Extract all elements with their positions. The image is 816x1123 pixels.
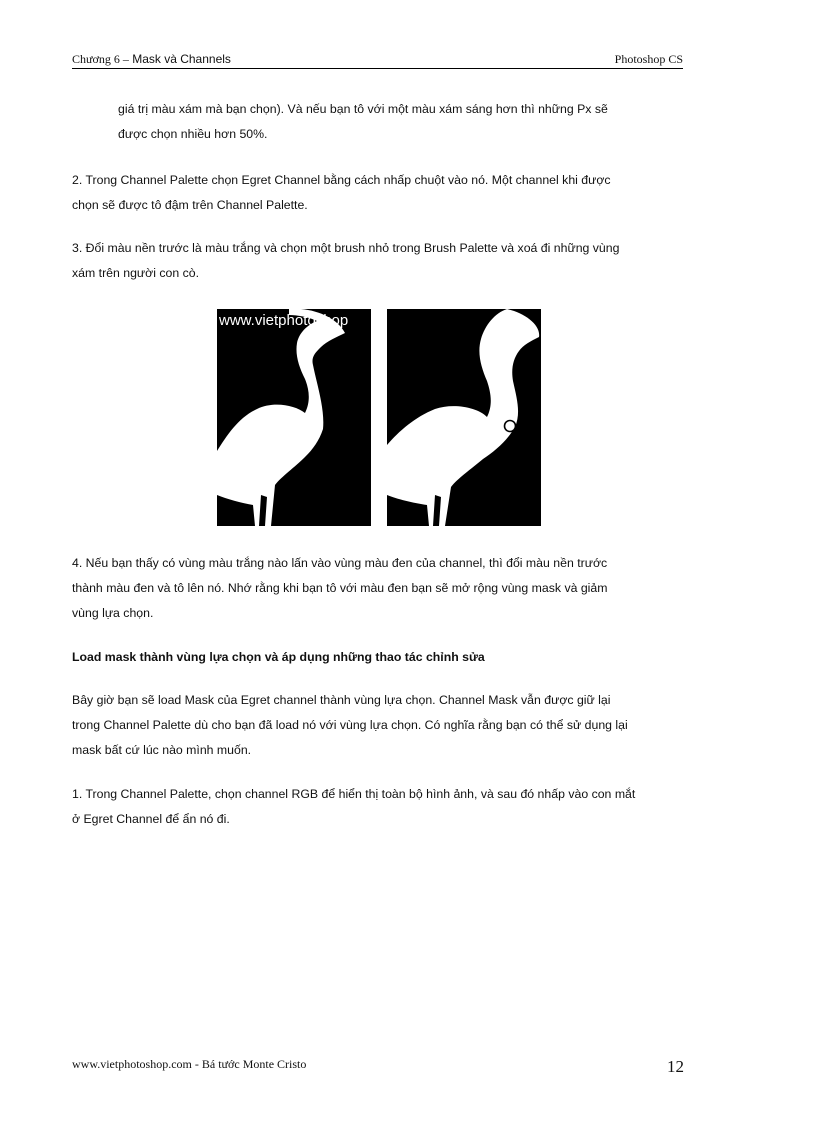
paragraph-step-1: 1. Trong Channel Palette, chọn channel RGB để hiển thị toàn bộ hình ảnh, và sau đó nhấp vào con mắt ở Egret Channel để ẩn nó đi. [72,787,636,826]
page-number: 12 [667,1057,684,1076]
paragraph-step-3: 3. Đổi màu nền trước là màu trắng và chọn một brush nhỏ trong Brush Palette và xoá đi những vùng xám trên người con cò. [72,241,620,280]
page-footer [72,1057,684,1076]
paragraph-step-4: 4. Nếu bạn thấy có vùng màu trắng nào lấn vào vùng màu đen của channel, thì đổi màu nền trước thành màu đen và tô lên nó. Nhớ rằng khi bạn tô với màu đen bạn sẽ mở rộng vùng mask và giảm vùng lựa chọn. [72,556,608,620]
paragraph-intro: Bây giờ bạn sẽ load Mask của Egret channel thành vùng lựa chọn. Channel Mask vẫn được giữ lại trong Channel Palette dù cho bạn đã load nó với vùng lựa chọn. Có nghĩa rằng bạn có thể sử dụng lại mask bất cứ lúc nào mình muốn. [72,693,628,757]
egret-channel-image-before [217,309,371,526]
product-label: Photoshop CS [614,52,683,66]
footer-credit: www.vietphotoshop.com - Bá tước Monte Cristo [72,1057,307,1071]
paragraph-continued: giá trị màu xám mà bạn chọn). Và nếu bạn tô với một màu xám sáng hơn thì những Px sẽ được chọn nhiều hơn 50%. [118,102,608,141]
section-heading: Load mask thành vùng lựa chọn và áp dụng những thao tác chỉnh sửa [72,650,485,664]
page-header [72,50,683,69]
egret-mask-shape [387,309,541,526]
egret-mask-shape [217,309,371,526]
chapter-label: Chương 6 – Mask và Channels [72,52,231,66]
watermark-text: www.vietphotoshop [219,312,349,329]
egret-channel-image-after [387,309,541,526]
paragraph-step-2: 2. Trong Channel Palette chọn Egret Channel bằng cách nhấp chuột vào nó. Một channel khi được chọn sẽ được tô đậm trên Channel Palette. [72,173,611,212]
